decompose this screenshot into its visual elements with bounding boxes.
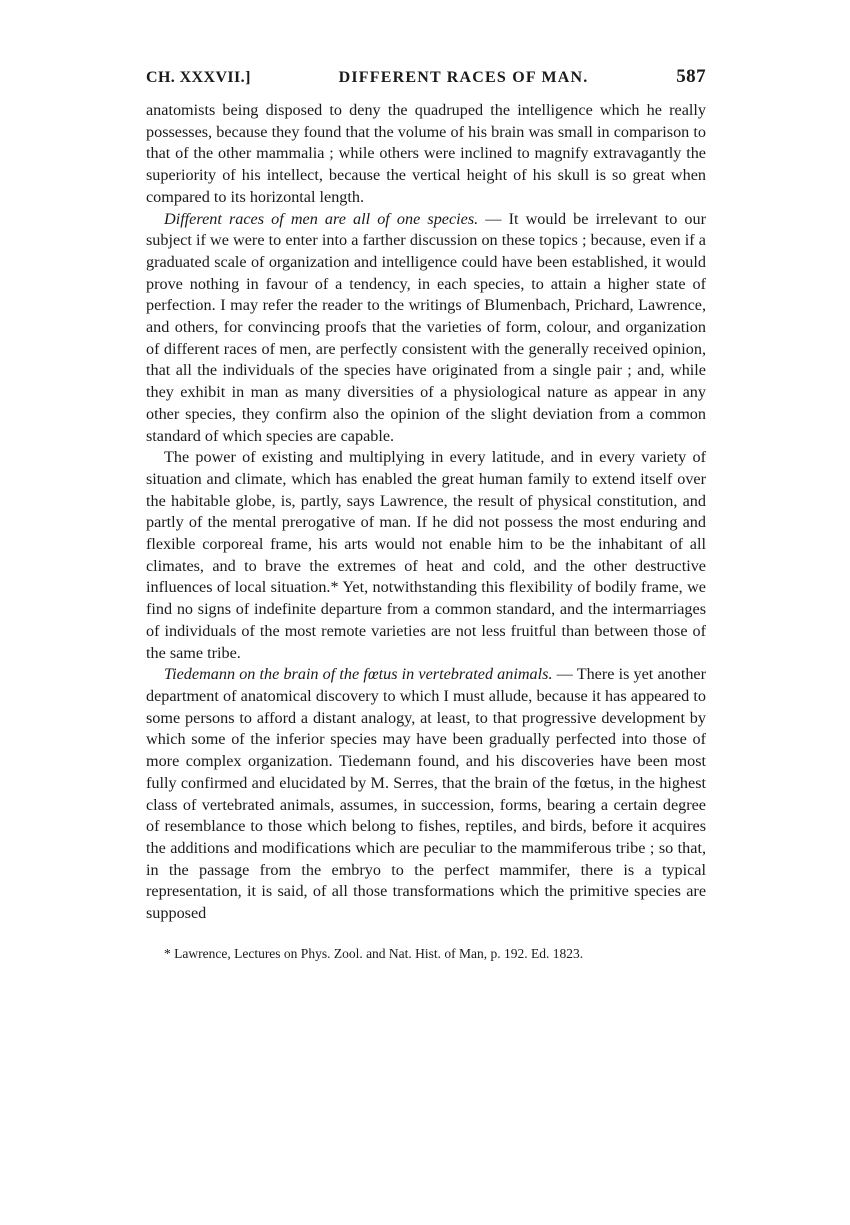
footnote: * Lawrence, Lectures on Phys. Zool. and Nat. Hist. of Man, p. 192. Ed. 1823.	[164, 945, 584, 961]
page-number: 587	[676, 66, 706, 87]
book-page	[146, 66, 706, 976]
body-text	[146, 100, 706, 925]
paragraph-continued: anatomists being disposed to deny the quadruped the intelligence which he really possesses, because they found that the volume of his brain was small in comparison to that of the other mammalia ; while others were inclined to magnify extravagantly the superiority of his intellect, because the vertical height of his skull is so great when compared to its horizontal length.	[146, 101, 706, 206]
section-heading-races: Different races of men are all of one species.	[164, 209, 479, 228]
paragraph-power: The power of existing and multiplying in every latitude, and in every variety of situation and climate, which has enabled the great human family to extend itself over the habitable globe, is, partly, says Lawrence, the result of physical constitution, and partly of the mental prerogative of man. If he did not possess the most enduring and flexible corporeal frame, his arts would not enable him to be the inhabitant of all climates, and to brave the extremes of heat and cold, and the other destructive influences of local situation.* Yet, notwithstanding this flexibility of bodily frame, we find no signs of indefinite departure from a common standard, and the intermarriages of individuals of the most remote varieties are not less fruitful than between those of the same tribe.	[146, 448, 706, 662]
section-heading-tiedemann: Tiedemann on the brain of the fœtus in vertebrated animals.	[164, 665, 553, 684]
footnote-spacer	[146, 925, 706, 945]
paragraph-races-text: — It would be irrelevant to our subject if we were to enter into a farther discussion on these topics ; because, even if a graduated scale of organization and intelligence could have been established, it would prove nothing in favour of a tendency, in each species, to attain a higher state of perfection. I may refer the reader to the writings of Blumenbach, Prichard, Lawrence, and others, for convincing proofs that the varieties of form, colour, and organization of different races of men, are perfectly consistent with the generally received opinion, that all the individuals of the species have originated from a single pair ; and, while they exhibit in man as many diversities of a physiological nature as appear in any other species, they confirm also the opinion of the slight deviation from a common standard of which species are capable.	[146, 209, 706, 445]
running-head	[146, 66, 706, 94]
paragraph-tiedemann-text: — There is yet another department of anatomical discovery to which I must allude, because it has appeared to some persons to afford a distant analogy, at least, to that progressive development by which some of the inferior species may have been gradually perfected into those of more complex organization. Tiedemann found, and his discoveries have been most fully confirmed and elucidated by M. Serres, that the brain of the fœtus, in the highest class of vertebrated animals, assumes, in succession, forms, bearing a certain degree of resemblance to those which belong to fishes, reptiles, and birds, before it acquires the additions and modifications which are peculiar to the mammiferous tribe ; so that, in the passage from the embryo to the perfect mammifer, there is a typical representation, it is said, of all those transformations which the primitive species are supposed	[146, 665, 706, 923]
paragraph-tiedemann	[146, 664, 706, 924]
chapter-label: CH. XXXVII.]	[146, 69, 251, 86]
paragraph-races	[146, 209, 706, 448]
running-title: DIFFERENT RACES OF MAN.	[338, 69, 589, 86]
